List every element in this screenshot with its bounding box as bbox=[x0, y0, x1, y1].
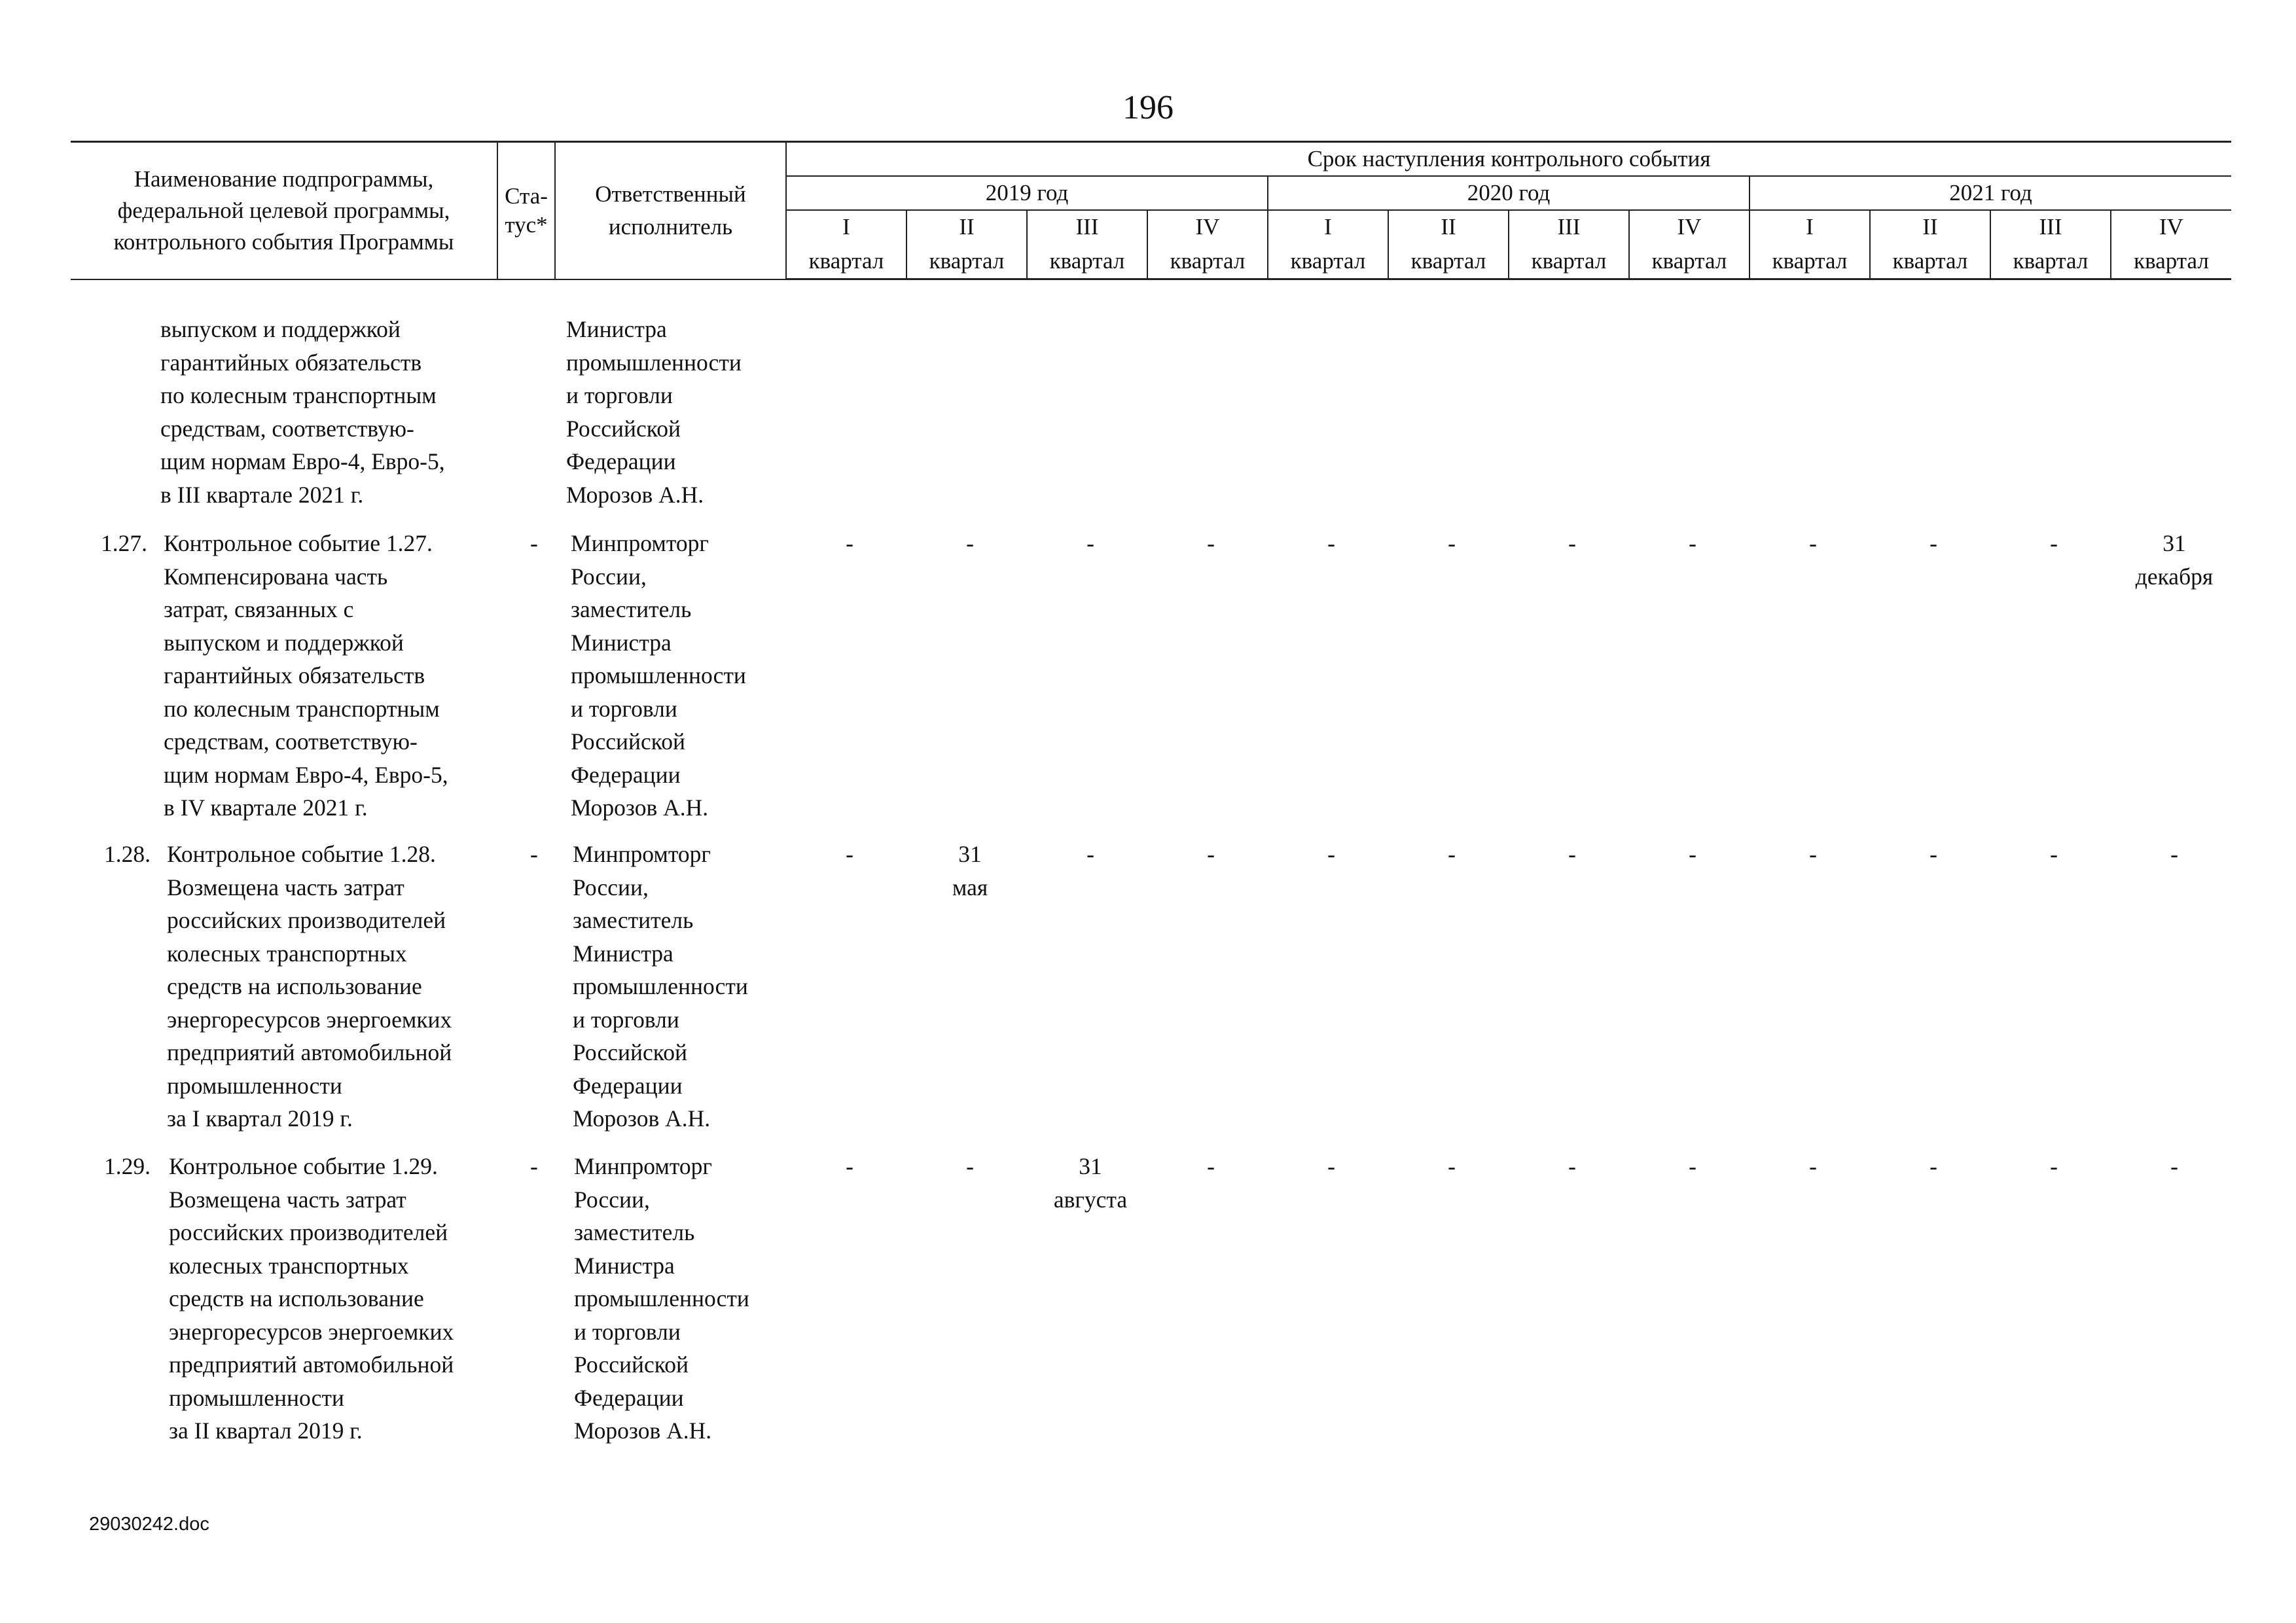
quarter-cell: - bbox=[1327, 1153, 1335, 1179]
event-name: выпуском и поддержкой гарантийных обязательств по колесным транспортным средствам, соответствую- щим нормам Евро-4, Евро-5, в III квартале 2021 г. bbox=[160, 316, 445, 508]
header-responsible-column: Ответственный исполнитель bbox=[555, 142, 786, 279]
quarter-cell: - bbox=[1086, 841, 1094, 867]
quarter-cell: - bbox=[1568, 530, 1576, 556]
quarter-cell: - bbox=[1809, 1153, 1817, 1179]
quarter-cell: - bbox=[1689, 1153, 1696, 1179]
quarter-cell: - bbox=[1207, 1153, 1215, 1179]
header-quarter: II bbox=[906, 210, 1027, 244]
quarter-cell: - bbox=[1207, 530, 1215, 556]
table-header bbox=[71, 141, 2231, 280]
quarter-cell: - bbox=[2050, 1153, 2058, 1179]
quarter-cell: - bbox=[1809, 530, 1817, 556]
header-quarter: III bbox=[1027, 210, 1147, 244]
event-name: Контрольное событие 1.29. Возмещена часть затрат российских производителей колесных транспортных средств на использование энергоресурсов энергоемких предприятий автомобильной промышленности за II квартал 2019 г. bbox=[169, 1153, 454, 1444]
quarter-cell: - bbox=[2050, 841, 2058, 867]
header-quarter-word: квартал bbox=[1990, 244, 2111, 279]
event-name: Контрольное событие 1.28. Возмещена часть затрат российских производителей колесных транспортных средств на использование энергоресурсов энергоемких предприятий автомобильной промышленности за I квартал 2019 г. bbox=[167, 841, 452, 1132]
quarter-cell: - bbox=[1448, 841, 1456, 867]
quarter-cell: - bbox=[1929, 841, 1937, 867]
quarter-cell: - bbox=[966, 530, 974, 556]
header-quarter-word: квартал bbox=[1629, 244, 1749, 279]
header-year-2021: 2021 год bbox=[1749, 176, 2231, 210]
quarter-cell: - bbox=[1448, 530, 1456, 556]
event-name: Контрольное событие 1.27. Компенсирована часть затрат, связанных с выпуском и поддержкой гарантийных обязательств по колесным транспортным средствам, соответствую- щим нормам Евро-4, Евро-5, в IV квартале 2021 г. bbox=[164, 530, 448, 821]
quarter-cell: - bbox=[1929, 530, 1937, 556]
header-quarter: IV bbox=[1147, 210, 1268, 244]
header-year-2020: 2020 год bbox=[1268, 176, 1749, 210]
quarter-cell: - bbox=[1568, 1153, 1576, 1179]
quarter-cell: - bbox=[846, 1153, 853, 1179]
quarter-cell: - bbox=[846, 841, 853, 867]
responsible-executor: Минпромторг России, заместитель Министра промышленности и торговли Российской Федерации Морозов А.Н. bbox=[571, 530, 746, 821]
header-quarter-word: квартал bbox=[1749, 244, 1870, 279]
quarter-cell: 31 декабря bbox=[2135, 530, 2214, 590]
header-quarter-word: квартал bbox=[906, 244, 1027, 279]
header-quarter-word: квартал bbox=[1388, 244, 1509, 279]
header-year-2019: 2019 год bbox=[786, 176, 1268, 210]
header-quarter-word: квартал bbox=[1509, 244, 1629, 279]
responsible-executor: Минпромторг России, заместитель Министра промышленности и торговли Российской Федерации Морозов А.Н. bbox=[573, 841, 748, 1132]
header-quarter: II bbox=[1388, 210, 1509, 244]
responsible-executor: Министра промышленности и торговли Российской Федерации Морозов А.Н. bbox=[566, 316, 742, 508]
quarter-cell: - bbox=[1448, 1153, 1456, 1179]
header-quarter: I bbox=[786, 210, 906, 244]
quarter-cell: 31 мая bbox=[952, 841, 988, 901]
status-value: - bbox=[530, 530, 538, 556]
row-number: 1.28. bbox=[104, 841, 151, 867]
header-status-column: Ста-тус* bbox=[497, 142, 555, 279]
quarter-cell: - bbox=[1689, 841, 1696, 867]
header-quarter-word: квартал bbox=[786, 244, 906, 279]
quarter-cell: - bbox=[1809, 841, 1817, 867]
header-quarter-word: квартал bbox=[1870, 244, 1990, 279]
quarter-cell: 31 августа bbox=[1053, 1153, 1128, 1213]
quarter-cell: - bbox=[2050, 530, 2058, 556]
header-quarter: III bbox=[1990, 210, 2111, 244]
document-footer: 29030242.doc bbox=[89, 1514, 209, 1535]
quarter-cell: - bbox=[1568, 841, 1576, 867]
row-number: 1.29. bbox=[104, 1153, 151, 1179]
header-quarter: II bbox=[1870, 210, 1990, 244]
responsible-executor: Минпромторг России, заместитель Министра промышленности и торговли Российской Федерации Морозов А.Н. bbox=[574, 1153, 749, 1444]
header-quarter-word: квартал bbox=[1268, 244, 1388, 279]
quarter-cell: - bbox=[846, 530, 853, 556]
quarter-cell: - bbox=[2170, 1153, 2178, 1179]
quarter-cell: - bbox=[1327, 841, 1335, 867]
quarter-cell: - bbox=[2170, 841, 2178, 867]
header-name-column: Наименование подпрограммы, федеральной целевой программы, контрольного события Программы bbox=[71, 142, 497, 279]
header-quarter: IV bbox=[2111, 210, 2231, 244]
quarter-cell: - bbox=[1689, 530, 1696, 556]
quarter-cell: - bbox=[1929, 1153, 1937, 1179]
header-quarter: I bbox=[1749, 210, 1870, 244]
row-number: 1.27. bbox=[101, 530, 147, 556]
header-deadline: Срок наступления контрольного события bbox=[786, 142, 2231, 176]
quarter-cell: - bbox=[1327, 530, 1335, 556]
header-quarter-word: квартал bbox=[1027, 244, 1147, 279]
header-quarter: III bbox=[1509, 210, 1629, 244]
header-quarter: IV bbox=[1629, 210, 1749, 244]
header-quarter-word: квартал bbox=[1147, 244, 1268, 279]
quarter-cell: - bbox=[1086, 530, 1094, 556]
page-number: 196 bbox=[1122, 89, 1174, 126]
status-value: - bbox=[530, 841, 538, 867]
status-value: - bbox=[530, 1153, 538, 1179]
quarter-cell: - bbox=[1207, 841, 1215, 867]
header-quarter-word: квартал bbox=[2111, 244, 2231, 279]
header-quarter: I bbox=[1268, 210, 1388, 244]
quarter-cell: - bbox=[966, 1153, 974, 1179]
